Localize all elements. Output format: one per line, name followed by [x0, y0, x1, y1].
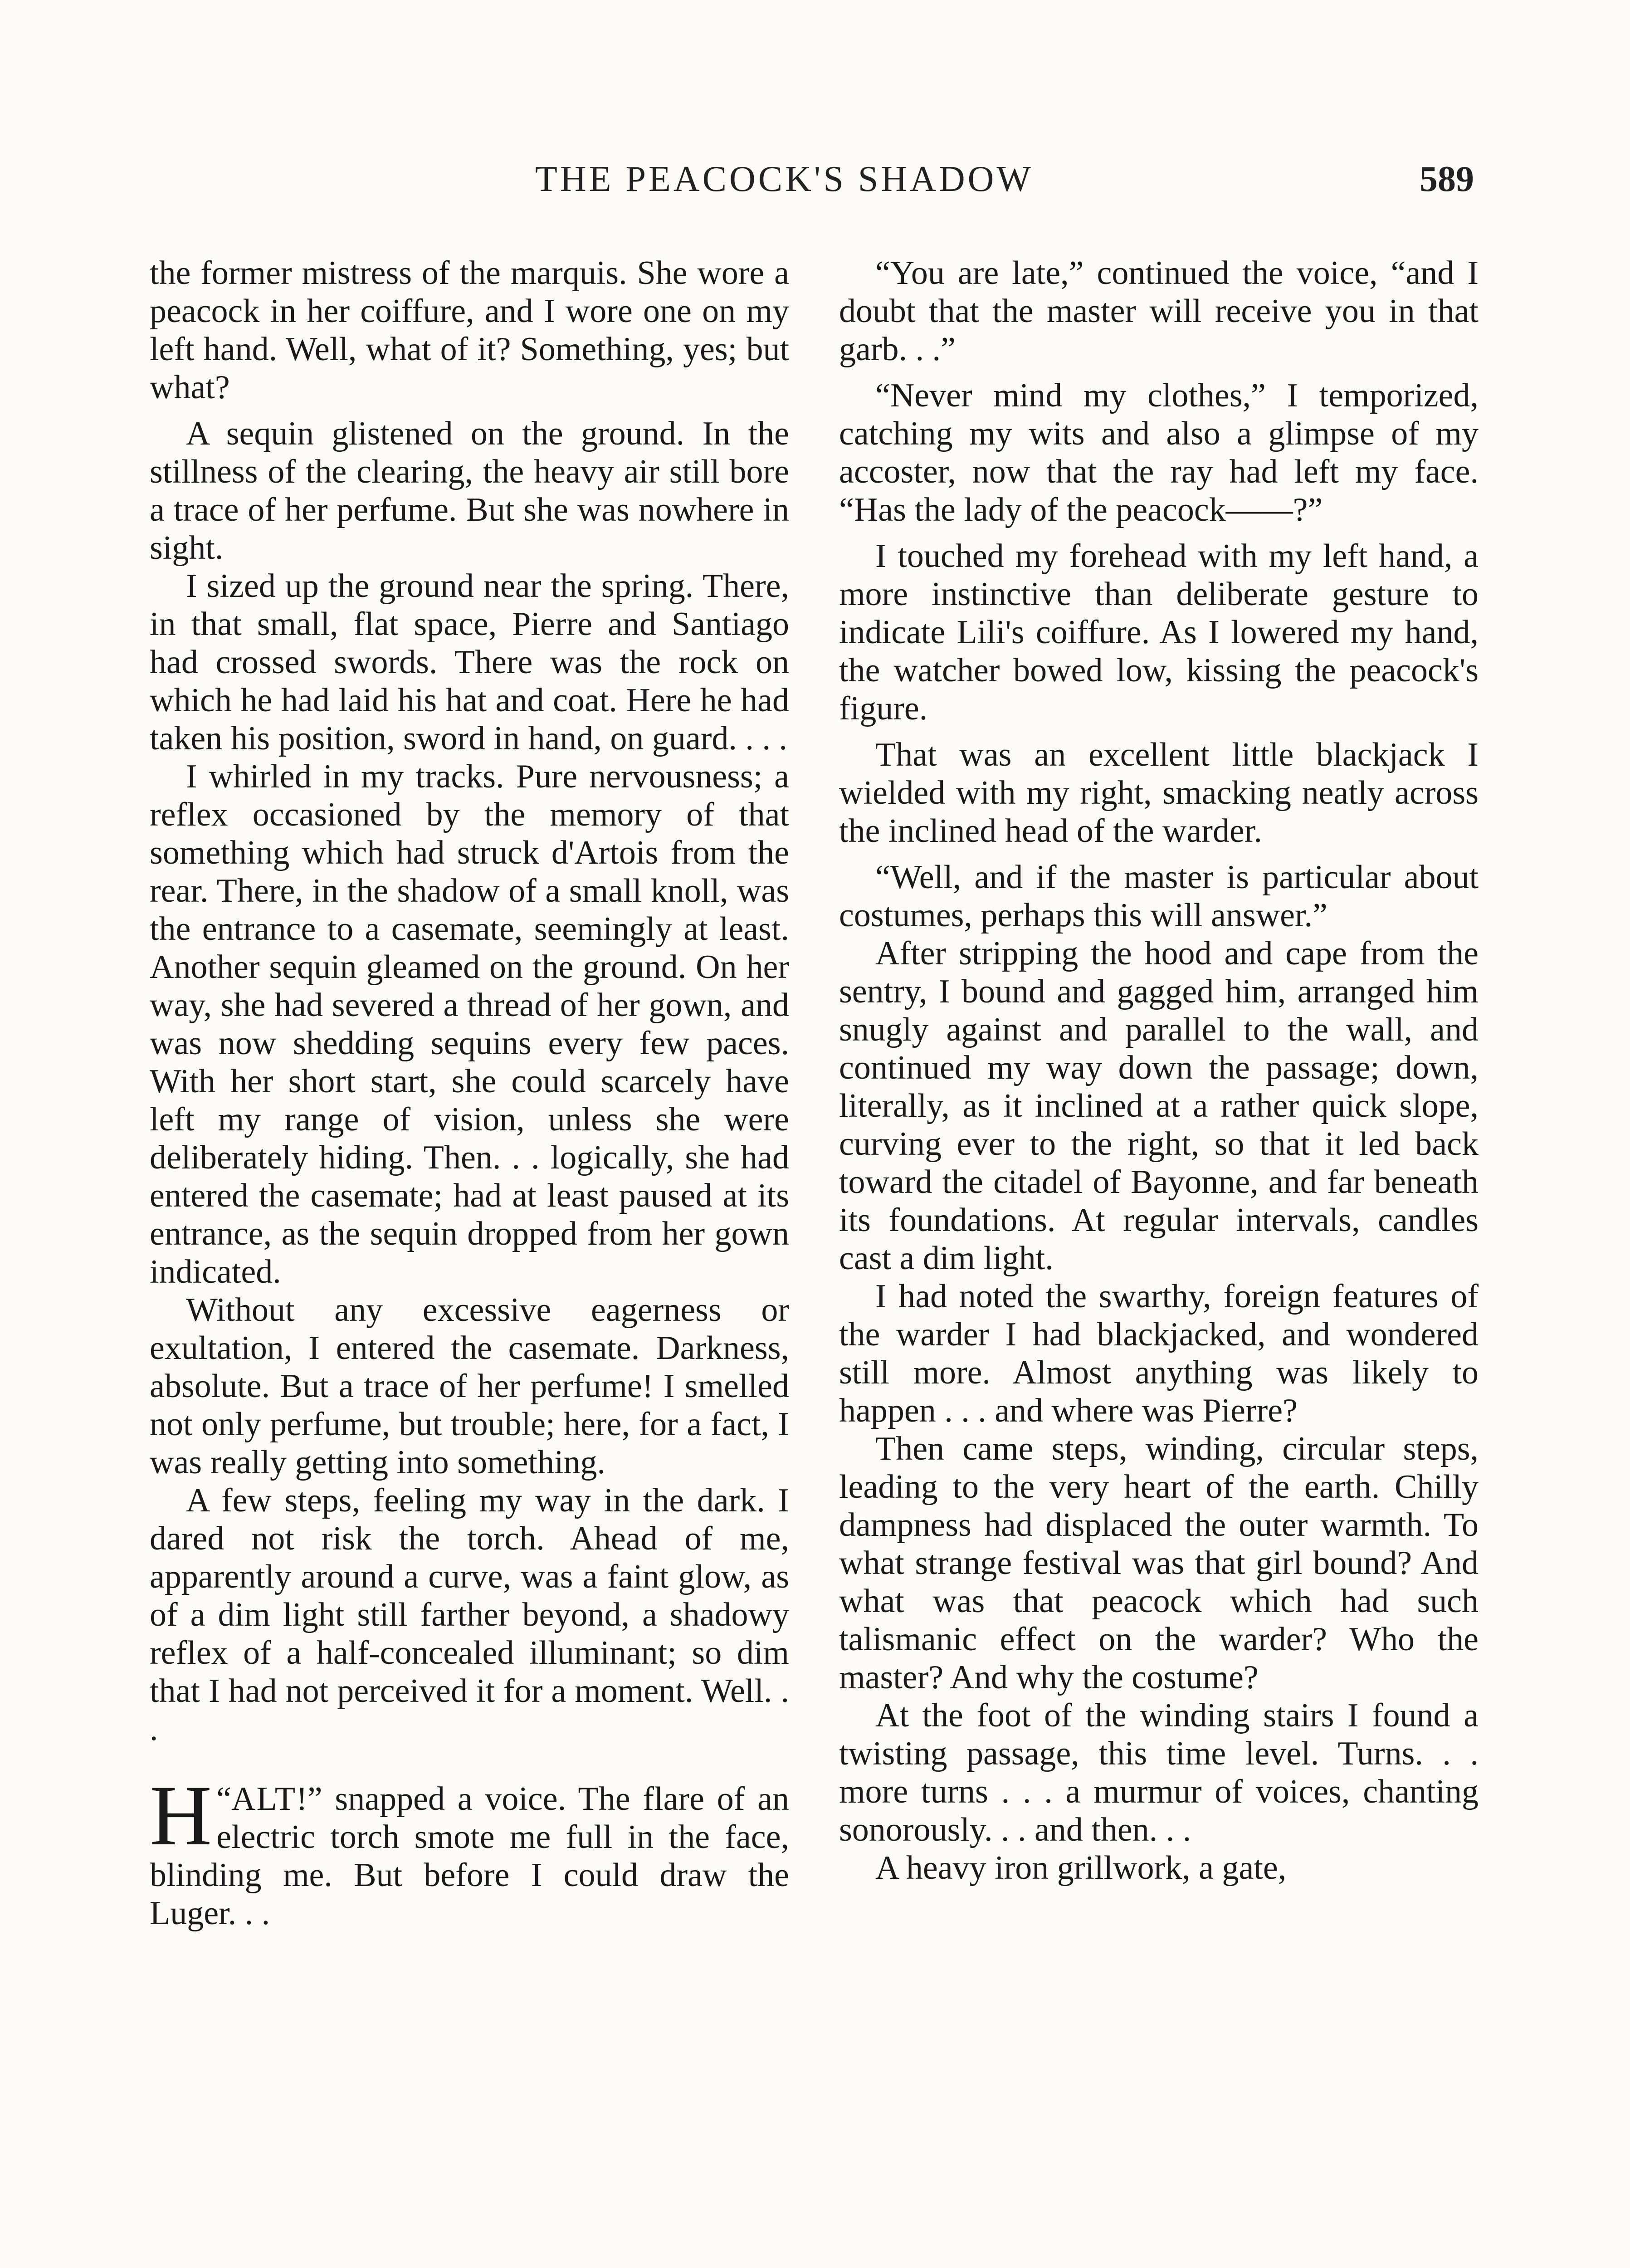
- section-break: [150, 1748, 789, 1780]
- paragraph: Without any excessive eagerness or exultation, I entered the casemate. Darkness, absolute. But a trace of her perfume! I smelled not only perfume, but trouble; here, for a fact, I was really getting into something.: [150, 1291, 789, 1481]
- drop-cap: H: [150, 1768, 212, 1863]
- right-column: [839, 254, 1479, 1887]
- smallcaps-word: ALT: [231, 1780, 297, 1818]
- paragraph: “Never mind my clothes,” I temporized, catching my wits and also a glimpse of my accoster, now that the ray had left my face. “Has the lady of the peacock——?”: [839, 377, 1479, 528]
- paragraph: the former mistress of the marquis. She wore a peacock in her coiffure, and I wore one on my left hand. Well, what of it? Something, yes; but what?: [150, 254, 789, 406]
- paragraph: “You are late,” continued the voice, “and I doubt that the master will receive you in that garb. . .”: [839, 254, 1479, 368]
- running-head: THE PEACOCK'S SHADOW: [535, 159, 1034, 199]
- paragraph-text: !” snapped a voice. The flare of an electric torch smote me full in the face, blinding me. But before I could draw the Luger. . .: [150, 1780, 789, 1932]
- paragraph: Then came steps, winding, circular steps, leading to the very heart of the earth. Chilly dampness had displaced the outer warmth. To what strange festival was that girl bound? And what was that peacock which had such talismanic effect on the warder? Who the master? And why the costume?: [839, 1430, 1479, 1696]
- paragraph: I touched my forehead with my left hand, a more instinctive than deliberate gesture to indicate Lili's coiffure. As I lowered my hand, the watcher bowed low, kissing the peacock's figure.: [839, 538, 1479, 727]
- dropcap-paragraph: [150, 1768, 789, 1932]
- paragraph: I sized up the ground near the spring. There, in that small, flat space, Pierre and Santiago had crossed swords. There was the rock on which he had laid his hat and coat. Here he had taken his position, sword in hand, on guard. . . .: [150, 567, 789, 757]
- left-column: [150, 254, 789, 1932]
- page-number: 589: [1420, 159, 1474, 199]
- paragraph: “Well, and if the master is particular about costumes, perhaps this will answer.”: [839, 859, 1479, 934]
- paragraph: After stripping the hood and cape from the sentry, I bound and gagged him, arranged him snugly against and parallel to the wall, and continued my way down the passage; down, literally, as it inclined at a rather quick slope, curving ever to the right, so that it led back toward the citadel of Bayonne, and far beneath its foundations. At regular intervals, candles cast a dim light.: [839, 935, 1479, 1277]
- paragraph: I had noted the swarthy, foreign features of the warder I had blackjacked, and wondered still more. Almost anything was likely to happen . . . and where was Pierre?: [839, 1278, 1479, 1429]
- paragraph: A heavy iron grillwork, a gate,: [875, 1849, 1287, 1887]
- paragraph: A sequin glistened on the ground. In the stillness of the clearing, the heavy air still bore a trace of her perfume. But she was nowhere in sight.: [150, 415, 789, 567]
- paragraph: A few steps, feeling my way in the dark. I dared not risk the torch. Ahead of me, apparently around a curve, was a faint glow, as of a dim light still farther beyond, a shadowy reflex of a half-concealed illuminant; so dim that I had not perceived it for a moment. Well. . .: [150, 1482, 789, 1748]
- paragraph: At the foot of the winding stairs I found a twisting passage, this time level. Turns. . . more turns . . . a murmur of voices, chanting sonorously. . . and then. . .: [839, 1697, 1479, 1848]
- paragraph: That was an excellent little blackjack I wielded with my right, smacking neatly across the inclined head of the warder.: [839, 736, 1479, 850]
- open-quote: “: [216, 1780, 232, 1818]
- paragraph: I whirled in my tracks. Pure nervousness; a reflex occasioned by the memory of that something which had struck d'Artois from the rear. There, in the shadow of a small knoll, was the entrance to a casemate, seemingly at least. Another sequin gleamed on the ground. On her way, she had severed a thread of her gown, and was now shedding sequins every few paces. With her short start, she could scarcely have left my range of vision, unless she were deliberately hiding. Then. . . logically, she had entered the casemate; had at least paused at its entrance, as the sequin dropped from her gown indicated.: [150, 758, 789, 1290]
